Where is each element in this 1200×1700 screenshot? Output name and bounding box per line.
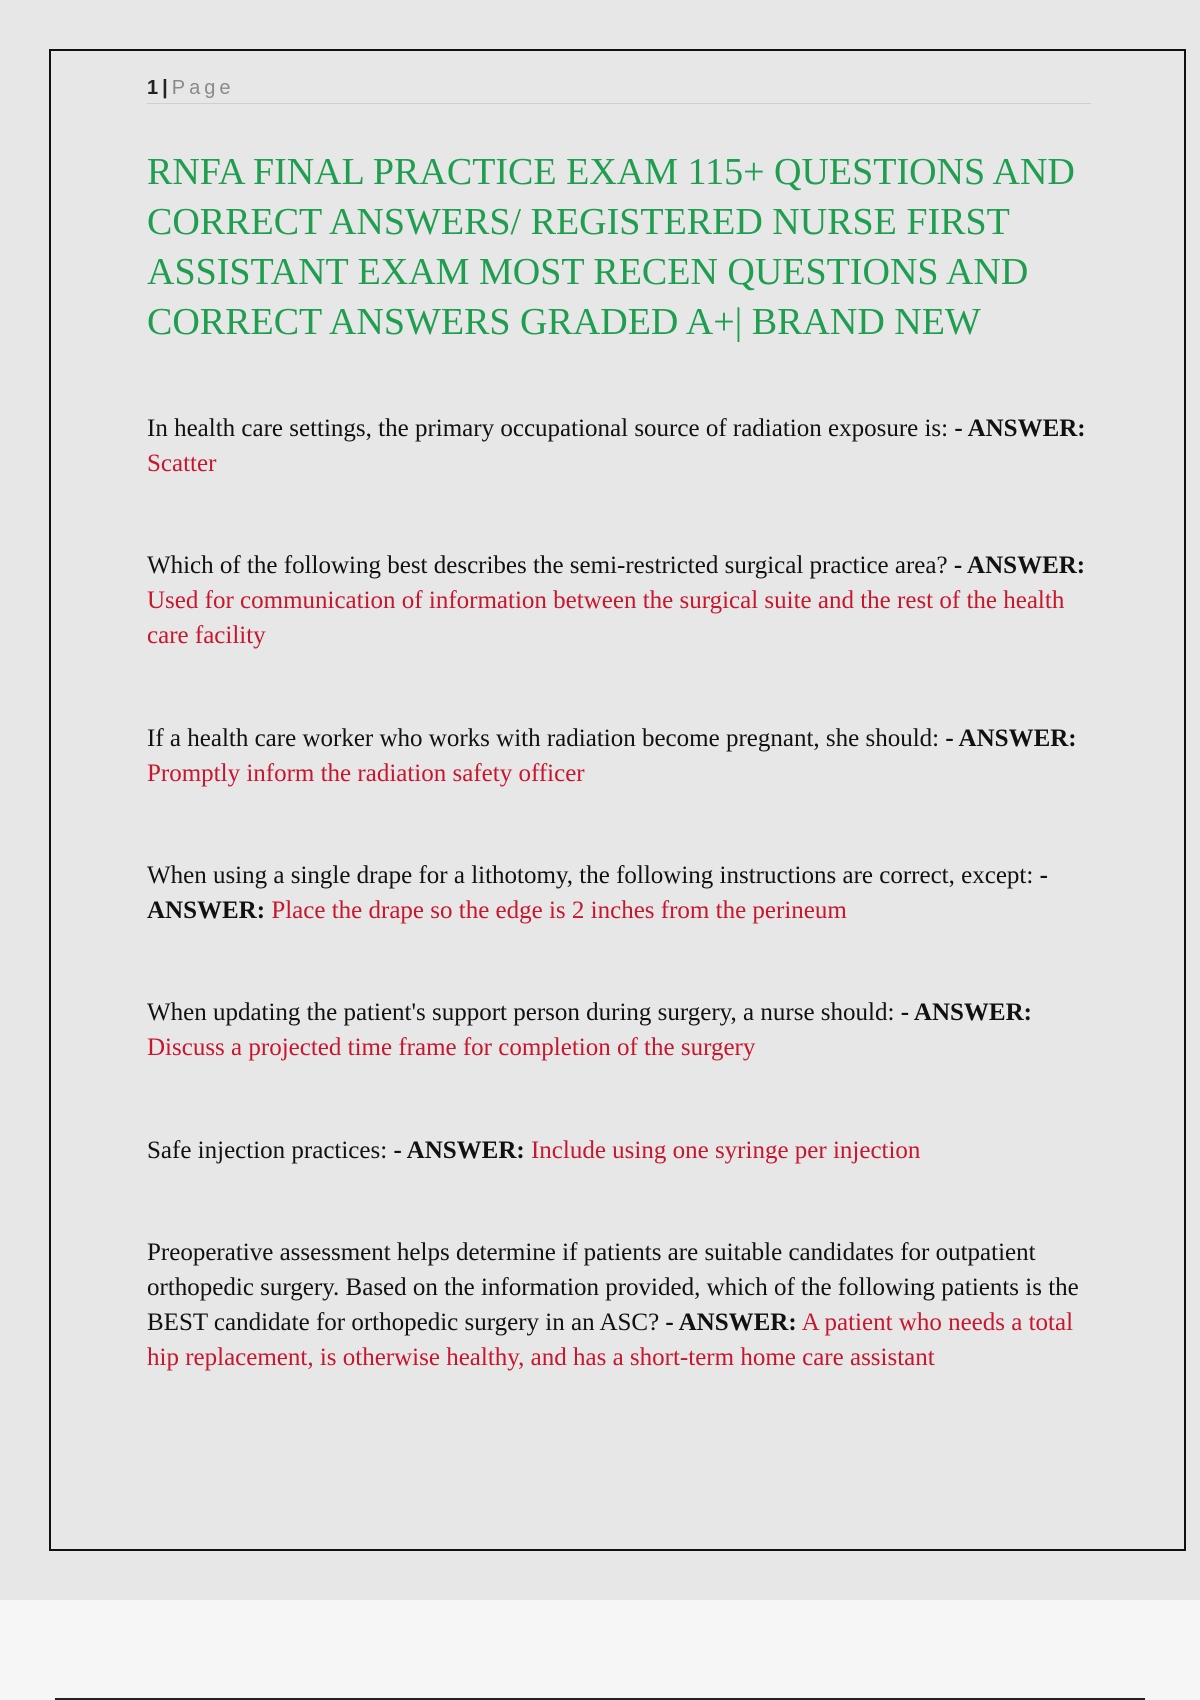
- answer-text: Scatter: [147, 450, 217, 477]
- answer-label: - ANSWER:: [665, 1309, 797, 1336]
- qa-item: [147, 1133, 1107, 1168]
- question-text: Preoperative assessment helps determine if patients are suitable candidates for outpatient orthopedic surgery. Based on the information provided, which of the following patients is the BEST candidate for orthopedic surgery in an ASC?: [147, 1239, 1079, 1336]
- question-text: Which of the following best describes the semi-restricted surgical practice area?: [147, 552, 948, 579]
- answer-text: Used for communication of information between the surgical suite and the rest of the health care facility: [147, 587, 1065, 649]
- document-page: [49, 49, 1186, 1551]
- answer-text: Include using one syringe per injection: [530, 1137, 921, 1164]
- answer-label: - ANSWER:: [945, 725, 1077, 752]
- qa-item: [147, 995, 1107, 1065]
- answer-text: A patient who needs a total hip replacement, is otherwise healthy, and has a short-term home care assistant: [147, 1309, 1074, 1371]
- page-header: [147, 73, 1091, 104]
- answer-label: - ANSWER:: [393, 1137, 525, 1164]
- answer-label: - ANSWER:: [954, 415, 1086, 442]
- qa-item: [147, 1235, 1107, 1375]
- answer-label: - ANSWER:: [147, 862, 1048, 924]
- question-text: If a health care worker who works with radiation become pregnant, she should:: [147, 725, 940, 752]
- qa-item: [147, 721, 1107, 791]
- answer-text: Promptly inform the radiation safety officer: [147, 760, 585, 787]
- qa-item: [147, 411, 1107, 481]
- page-separator: |: [162, 77, 168, 99]
- question-text: In health care settings, the primary occupational source of radiation exposure is:: [147, 415, 949, 442]
- question-text: When using a single drape for a lithotomy, the following instructions are correct, except:: [147, 862, 1034, 889]
- answer-text: Place the drape so the edge is 2 inches from the perineum: [271, 897, 847, 924]
- page-number: 1: [147, 77, 159, 99]
- question-text: Safe injection practices:: [147, 1137, 388, 1164]
- page-label: Page: [171, 77, 235, 99]
- answer-label: - ANSWER:: [953, 552, 1086, 579]
- document-title: RNFA FINAL PRACTICE EXAM 115+ QUESTIONS AND CORRECT ANSWERS/ REGISTERED NURSE FIRST ASSISTANT EXAM MOST RECEN QUESTIONS AND CORRECT ANSWERS GRADED A+| BRAND NEW: [147, 151, 1075, 343]
- answer-text: Discuss a projected time frame for completion of the surgery: [147, 1034, 756, 1061]
- qa-item: [147, 548, 1107, 653]
- qa-item: [147, 858, 1107, 928]
- question-text: When updating the patient's support person during surgery, a nurse should:: [147, 999, 895, 1026]
- answer-label: - ANSWER:: [900, 999, 1032, 1026]
